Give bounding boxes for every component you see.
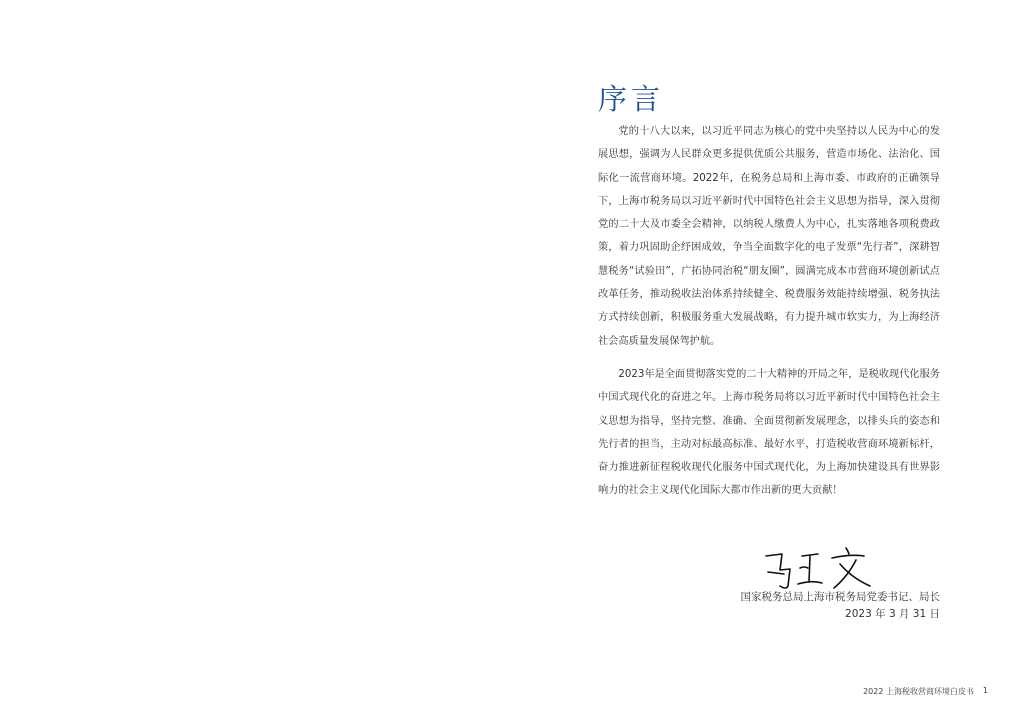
page-number: 1 — [982, 686, 988, 695]
signature-date: 2023 年 3 月 31 日 — [845, 608, 940, 620]
paragraph-2: 2023年是全面贯彻落实党的二十大精神的开局之年，是税收现代化服务中国式现代化的奋进之年。上海市税务局将以习近平新时代中国特色社会主义思想为指导，坚持完整、准确、全面贯彻新发展理念，以排头兵的姿态和先行者的担当，主动对标最高标准、最好水平，打造税收营商环境新标杆，奋力推进新征程税收现代化服务中国式现代化，为上海加快建设具有世界影响力的社会主义现代化国际大都市作出新的更大贡献！ — [598, 368, 940, 497]
paragraph-1: 党的十八大以来，以习近平同志为核心的党中央坚持以人民为中心的发展思想，强调为人民群众更多提供优质公共服务，营造市场化、法治化、国际化一流营商环境。2022年，在税务总局和上海市委、市政府的正确领导下，上海市税务局以习近平新时代中国特色社会主义思想为指导，深入贯彻党的二十大及市委全会精神，以纳税人缴费人为中心，扎实落地各项税费政策，着力巩固助企纾困成效，争当全面数字化的电子发票“先行者”，深耕智慧税务“试验田”，广拓协同治税“朋友圈”，圆满完成本市营商环境创新试点改革任务，推动税收法治体系持续健全、税费服务效能持续增强、税务执法方式持续创新，积极服务重大发展战略，有力提升城市软实力，为上海经济社会高质量发展保驾护航。 — [598, 126, 940, 347]
body-text — [598, 120, 940, 503]
signatory-position: 国家税务总局上海市税务局党委书记、局长 — [740, 591, 940, 603]
handwritten-signature — [760, 542, 880, 594]
running-title: 2022 上海税收营商环境白皮书 — [863, 687, 974, 696]
page-title: 序言 — [598, 82, 665, 117]
